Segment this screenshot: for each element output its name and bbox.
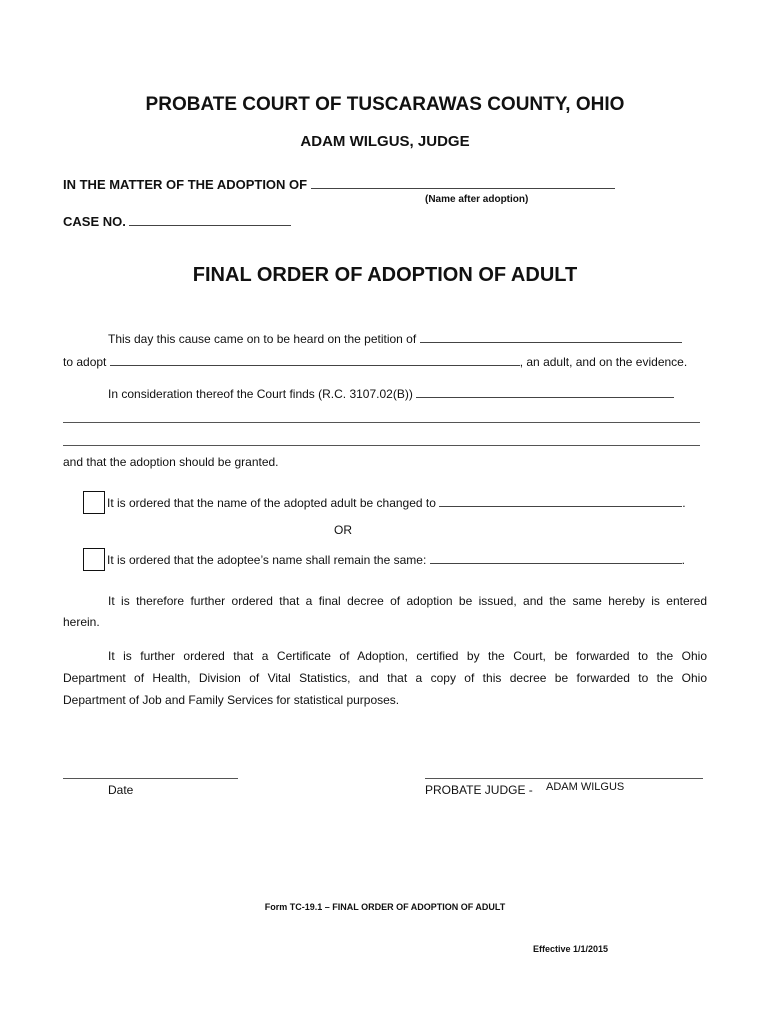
name-after-adoption-field[interactable] <box>311 178 615 189</box>
or-text: OR <box>334 523 352 537</box>
option2-text: It is ordered that the adoptee’s name shall remain the same: <box>107 553 427 567</box>
decree-line-2: herein. <box>63 615 100 629</box>
probate-judge-label: PROBATE JUDGE - <box>425 783 533 797</box>
adoptee-field[interactable] <box>110 355 520 366</box>
findings-field-line-3[interactable] <box>63 445 700 446</box>
adopt-line <box>63 355 687 369</box>
court-heading: PROBATE COURT OF TUSCARAWAS COUNTY, OHIO <box>145 94 625 115</box>
case-no-field[interactable] <box>129 215 291 226</box>
document-title: FINAL ORDER OF ADOPTION OF ADULT <box>192 264 578 286</box>
period: . <box>681 553 685 567</box>
judge-signature-line[interactable] <box>425 778 703 779</box>
form-footer: Form TC-19.1 – FINAL ORDER OF ADOPTION OF ADULT <box>264 902 506 912</box>
name-after-caption: (Name after adoption) <box>425 194 529 205</box>
period: . <box>682 496 686 510</box>
cert-line-2: Department of Health, Division of Vital Statistics, and that a copy of this decree be forwarded to the Ohio <box>63 671 707 685</box>
findings-field-line-2[interactable] <box>63 422 700 423</box>
date-label: Date <box>108 783 134 797</box>
option1-text: It is ordered that the name of the adopted adult be changed to <box>107 496 436 510</box>
adopt-text: to adopt <box>63 355 107 369</box>
decree-line-1: It is therefore further ordered that a final decree of adoption be issued, and the same hereby is entered <box>108 594 707 608</box>
matter-label: IN THE MATTER OF THE ADOPTION OF <box>63 177 308 192</box>
effective-date: Effective 1/1/2015 <box>533 944 609 954</box>
option2-line <box>107 553 685 567</box>
petitioner-field[interactable] <box>420 332 682 343</box>
cert-line-1: It is further ordered that a Certificate of Adoption, certified by the Court, be forwarded to the Ohio <box>108 649 707 663</box>
case-no-line <box>63 214 291 229</box>
findings-text: In consideration thereof the Court finds (R.C. 3107.02(B)) <box>108 387 413 401</box>
cert-line-3: Department of Job and Family Services for statistical purposes. <box>63 693 400 707</box>
granted-text: and that the adoption should be granted. <box>63 455 279 469</box>
petition-text: This day this cause came on to be heard on the petition of <box>108 332 417 346</box>
case-no-label: CASE NO. <box>63 214 126 229</box>
adoption-matter-line <box>63 177 615 192</box>
same-name-field[interactable] <box>430 553 682 564</box>
petition-line <box>108 332 682 346</box>
judge-name: ADAM WILGUS <box>546 781 625 793</box>
findings-field[interactable] <box>416 387 674 398</box>
option1-line <box>107 496 686 510</box>
option2-checkbox[interactable] <box>83 548 105 571</box>
findings-line <box>108 387 674 401</box>
option1-checkbox[interactable] <box>83 491 105 514</box>
judge-heading: ADAM WILGUS, JUDGE <box>300 133 470 150</box>
adopt-suffix: , an adult, and on the evidence. <box>519 355 688 369</box>
new-name-field[interactable] <box>439 496 682 507</box>
date-signature-line[interactable] <box>63 778 238 779</box>
